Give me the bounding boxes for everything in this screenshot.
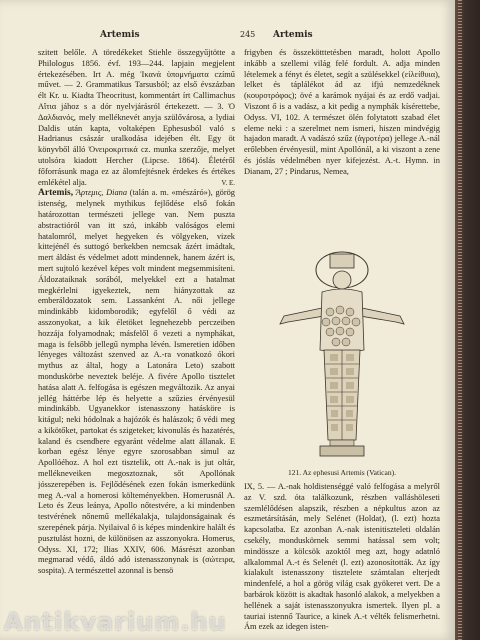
watermark: Antikvarium.hu: [4, 608, 227, 636]
left-column: [38, 48, 235, 633]
entry-greek-name: Ἄρτεμις, Diana: [75, 188, 128, 198]
author-signature: V. E.: [221, 178, 235, 187]
artemis-statue-figure: [244, 250, 440, 460]
right-column-top-text: frigyben és összekötttetésben maradt, holott Apollo inkább a szellemi világ felé fordult. A. adja minden lételemek a fényt és életet, segít a szülésekkel (εἰλείθυια), lelket és táplálékot ád az ifjú nemzedéknek (κουροτρόφος); övé a karámok nyájai és az erdő vadjai. Viszont ő is a vadász, a kit pedig a nymphák kísérettebe, Odyss. VI, 102. A természet ölén folytatott szabad élet eleme neki : a szerelmet nem ismeri, hiszen mindvégig hajadon maradt. A vadászó szűz (ἀγροτέρα) jellege A.-nál erőlebben érvényesül, mint Apollónál, a ki viszont a zene és jóslás védelmében nyer kifejezést. A.-t. Hymn. in Dianam, 27 ; Pindarus, Nemea,: [244, 48, 440, 176]
artemis-entry: [38, 188, 235, 577]
right-column-bottom: [244, 482, 440, 632]
previous-entry-text: szitett belőle. A töredékeket Stiehle összegyűjtötte a Philologus 1856. évf. 193—244. lapjain megjelent értekezésében. Irt A. még Ἱκανά ὑπομνήματα czímű művet. — 2. Grammatikus Tarsusból; az első évszázban élt Kr. u. Kiadta Theocritust, kommentárt írt Callimachus Αἴτια jához s a dór nyelvjárásról értekezett. — 3. Ὁ Δαλδιανός, mely melléknevét anyja szülővárosa, a lydiai Daldis után kapta, voltaképen Ephesusból való s Hadrianus császár uralkodása idejében élt. Egy öt könyvből álló Ὀνειροκριτικά cz. munka szerzője, melyet utolsóra kiadott Hercher (Lipcse. 1864). Életéről főforrásunk maga ez az álomfejtésnek érdekes és értékes emlékétel alja. V. E.: [38, 48, 235, 187]
ephesian-artemis-illustration: [244, 250, 440, 460]
right-column-top: [244, 48, 440, 244]
page-header: [0, 30, 455, 44]
entry-body: (talán a. m. «mészáró»), görög istenség, melynek mythikus fejlődése első fokán határozottan természeti jellege van. Nem puszta abstractióról van itt szó, inkább valóságos elemi hatalomról, melyet hegyeken és völgyeken, vizek kittejénél és suttogó berkekben nemcsak ázért imádtak, mert áldást és védelmet adott mindennek, hanem ázért is, mert sujtoló kezével képes volt mindent megsemmisíteni. Áldozataiknak sorából, melyekkel ezt a hatalmat megkérlelni igyekeztek, nem hiányzottak az emberáldozatok sem. Lassanként A. női jellege mindinkább kidomborodik; egyfelől ő védi az asszonyokat, a kik életöket legnehezebb perczeiben hozzája folyamodnak; másfelől ő vezeti a nymphákat, maga is felsőbb jellegű nympha lévén. Ismeretien időben lényeges változást szenved az A.-ra vonatkozó ókori mythus az által, hogy a Latonára Leto) szabott monduskörbe neveztek beléje. A fivére Apollo tisztelet hatása alatt A. felfogása is egészen megváltozik. Az anyai jellég háttérbe lép és helyette a szűzies érvényesül mindinkább. Ugyanekkor istenasszony hatáskörе is kitágul; neki hódolnak a hajózók és halászok; ő védi meg a kikötőket, partokat és szigeteket; kivonulás és hazatérés, kaland és csendbere egyaránt védelme alatt állanak. E korban egész lénye egyre szorosabban simul az Apollóéhoz. A hol ezt tisztelik, ott A.-nak is jut oltár, mellékneveiken megosztoznak, sőt Apollónak jósszerepében is. Fejlődésének ezen fokán ismerkedünk meg A.-val a homerosi költeményekben. Homerusnál A. Leto és Zeus leánya, Apollo nőtestvére, a ki mindenben testvérének nőnemű mellékalakja, tulajdonságainak és szerepének párja. Nyilaival ő is képes mindenkire halált és pusztulást hozni, de különösen az asszonyokra. Homerus, Odyss. XI, 172; Ilias XXIV, 606. Másrészt azonban megmarad védő, áldó adó istenasszonynak is (σώτειρα, sospita). A természettel azonnal is bensö: [38, 188, 235, 576]
right-column-bottom-text: IX, 5. — A.-nak holdistenséggé való felfogása a melyről az V. szd. óta találkozunk, részben valláshöleseti szemlélődésen alapszik, részben a népkultus azon az eszmetársításán, mely Selénet (Holdat), (l. ezt) hozta kapcsolatba. Ez azonban A.-nak istenitiszteleti oldalán csekély, monduskörnek semmi hatással sem volt; mindössze a kölcsök azoktól meg azt, hogy adatnló alkalommal A.-t és Selenét (l. ezt) azonosították. Az így kialakult istenasszony tisztelete számtalan elterjedt mindenfelé, a hol a görög világ csak gyökeret vert. De a barbárok között is akadtak hasonló alakok, a melyekben a hellének a saját istenasszonyukra ismertek. Ilyen pl. a tauriai istennő Taurice, a kinek A.-t vélték felismerhetni. Ám ezek az idegen isten-: [244, 482, 440, 632]
entry-headword: Artemis,: [38, 188, 74, 199]
running-head-left: Artemis: [100, 30, 140, 40]
running-head-right: Artemis: [273, 30, 313, 40]
page-number: 245: [240, 30, 256, 39]
book-spine: [455, 0, 480, 640]
figure-caption: 121. Az ephesusi Artemis (Vatican).: [288, 468, 396, 477]
